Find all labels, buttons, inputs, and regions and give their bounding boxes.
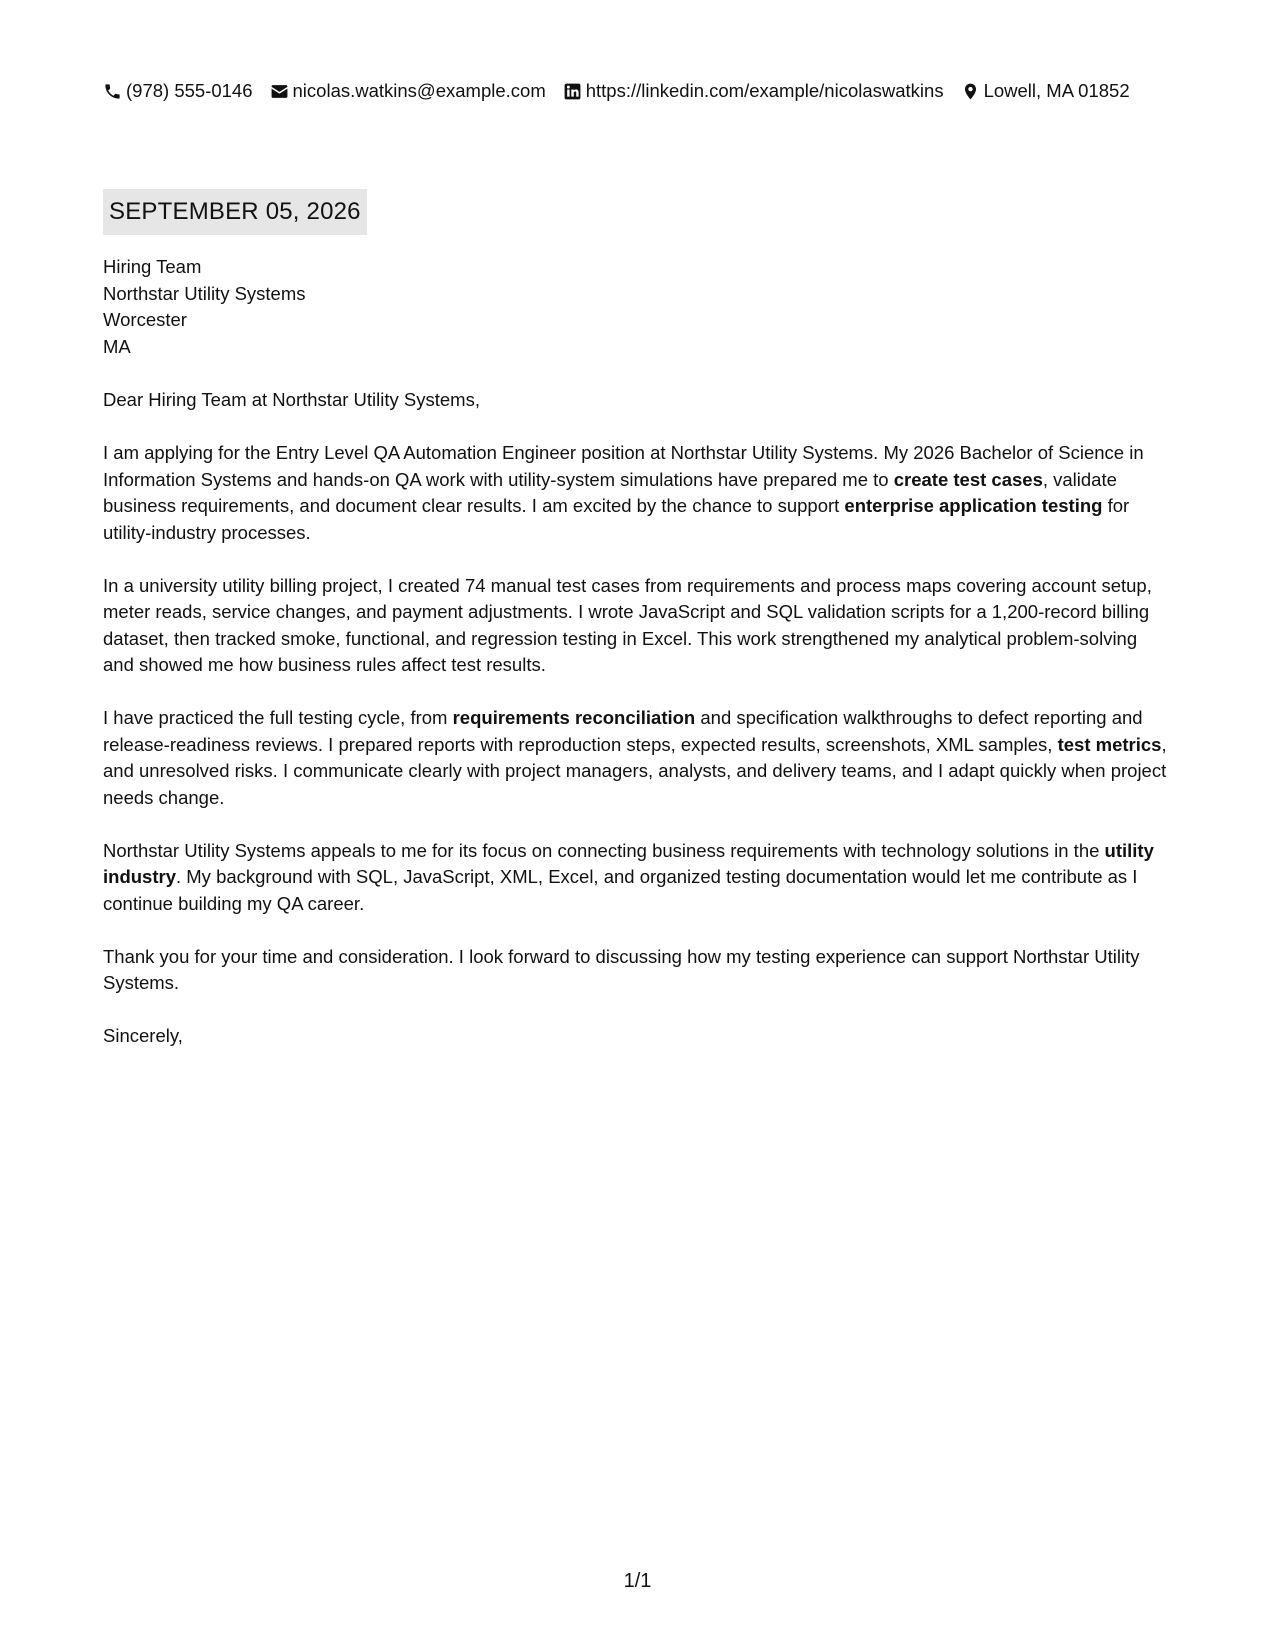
salutation: Dear Hiring Team at Northstar Utility Systems, bbox=[103, 389, 480, 410]
paragraph-text: I am applying for the Entry Level QA Automation Engineer position at Northstar Utility Systems. My 2026 Bachelor of Science in Information Systems and hands-on QA work with utility-system simulations have prepared me to bbox=[103, 442, 1144, 490]
paragraph-project: In a university utility billing project, I created 74 manual test cases from requirements and process maps covering account setup, meter reads, service changes, and payment adjustments. I wrote JavaScript and SQL validation scripts for a 1,200-record billing dataset, then tracked smoke, functional, and regression testing in Excel. This work strengthened my analytical problem-solving and showed me how business rules affect test results. bbox=[103, 574, 1152, 675]
contact-email[interactable] bbox=[270, 80, 546, 102]
contact-location bbox=[961, 80, 1130, 102]
emphasis-text: create test cases bbox=[893, 468, 1043, 490]
envelope-icon bbox=[270, 82, 289, 101]
page-number: 1/1 bbox=[623, 1570, 652, 1592]
linkedin-text[interactable]: https://linkedin.com/example/nicolaswatkins bbox=[585, 80, 944, 101]
contact-bar bbox=[103, 80, 1193, 102]
closing: Sincerely, bbox=[103, 1025, 183, 1046]
location-text: Lowell, MA 01852 bbox=[983, 80, 1130, 101]
paragraph-intro bbox=[103, 440, 1173, 546]
paragraph-company-fit bbox=[103, 838, 1173, 918]
paragraph-text: . My background with SQL, JavaScript, XML, Excel, and organized testing documentation would let me contribute as I continue building my QA career. bbox=[103, 866, 1138, 914]
recipient-block bbox=[103, 254, 306, 360]
letter-body bbox=[103, 387, 1173, 1076]
recipient-state: MA bbox=[103, 335, 131, 357]
recipient-city: Worcester bbox=[103, 309, 187, 330]
paragraph-text: and specification walkthroughs to defect reporting and release-readiness reviews. I prepared reports with reproduction steps, expected results, screenshots, XML samples, bbox=[103, 707, 1143, 755]
emphasis-text: utility industry bbox=[103, 839, 1154, 887]
phone-text: (978) 555-0146 bbox=[126, 80, 253, 101]
email-text[interactable]: nicolas.watkins@example.com bbox=[292, 80, 546, 101]
letter-date: SEPTEMBER 05, 2026 bbox=[103, 189, 367, 235]
paragraph-text: , and unresolved risks. I communicate clearly with project managers, analysts, and delivery teams, and I adapt quickly when project needs change. bbox=[103, 733, 1167, 808]
phone-icon bbox=[103, 82, 122, 101]
emphasis-text: test metrics bbox=[1057, 733, 1162, 755]
contact-linkedin[interactable] bbox=[563, 80, 944, 102]
recipient-company: Northstar Utility Systems bbox=[103, 282, 306, 304]
paragraph-testing-cycle bbox=[103, 705, 1173, 811]
recipient-name: Hiring Team bbox=[103, 256, 202, 277]
linkedin-icon bbox=[563, 82, 582, 101]
paragraph-text: Northstar Utility Systems appeals to me for its focus on connecting business requirements with technology solutions in the bbox=[103, 839, 1105, 861]
paragraph-text: I have practiced the full testing cycle, from bbox=[103, 707, 453, 728]
map-pin-icon bbox=[961, 82, 980, 101]
emphasis-text: enterprise application testing bbox=[844, 495, 1103, 516]
paragraph-text: , validate business requirements, and document clear results. I am excited by the chance to support bbox=[103, 468, 1117, 516]
paragraph-thanks: Thank you for your time and consideration. I look forward to discussing how my testing experience can support Northstar Utility Systems. bbox=[103, 945, 1140, 993]
paragraph-text: for utility-industry processes. bbox=[103, 495, 1130, 543]
contact-phone bbox=[103, 80, 253, 102]
emphasis-text: requirements reconciliation bbox=[452, 707, 696, 728]
